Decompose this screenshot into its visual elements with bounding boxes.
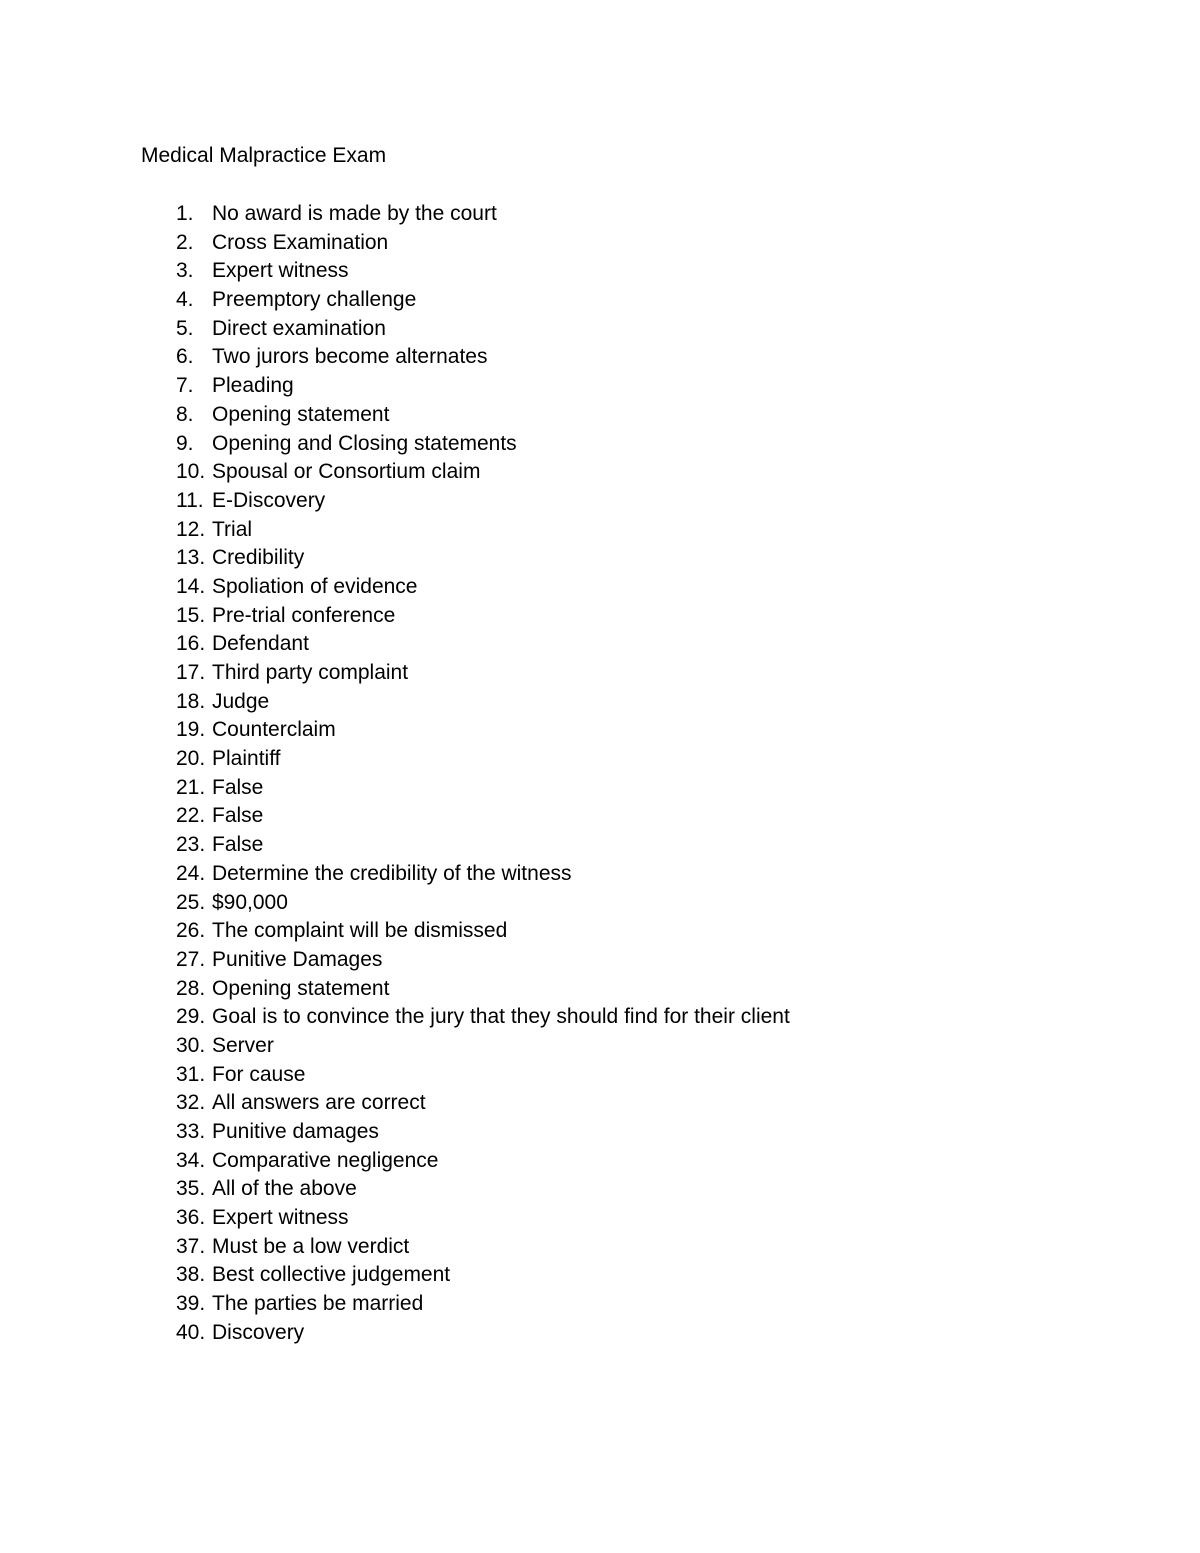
answer-text: Two jurors become alternates xyxy=(212,345,488,369)
answer-text: Punitive damages xyxy=(212,1120,379,1143)
answer-number: 30. xyxy=(176,1033,206,1057)
answer-text: Opening statement xyxy=(212,976,390,1000)
answer-text: Spousal or Consortium claim xyxy=(212,460,481,484)
answer-item xyxy=(176,458,790,487)
answer-item xyxy=(176,430,790,459)
answer-text: Punitive Damages xyxy=(212,947,383,971)
answer-number: 5. xyxy=(176,316,194,340)
answer-number: 38. xyxy=(176,1263,206,1287)
answer-number: 33. xyxy=(176,1120,206,1143)
answer-text: Opening and Closing statements xyxy=(212,431,517,455)
answer-item xyxy=(176,688,790,717)
answer-text: False xyxy=(212,804,264,828)
answer-text: Goal is to convince the jury that they should find for their client xyxy=(212,1005,790,1029)
answer-number: 12. xyxy=(176,517,206,541)
document-title: Medical Malpractice Exam xyxy=(141,144,387,167)
answer-text: Trial xyxy=(212,517,253,541)
answer-item xyxy=(176,544,790,573)
answer-text: Expert witness xyxy=(212,259,349,283)
answer-text: Judge xyxy=(212,689,270,713)
answer-number: 39. xyxy=(176,1292,206,1316)
answer-text: Discovery xyxy=(212,1320,305,1344)
answer-item xyxy=(176,946,790,975)
answer-item xyxy=(176,1061,790,1090)
answer-number: 34. xyxy=(176,1148,206,1172)
answer-number: 1. xyxy=(176,202,194,225)
answer-item xyxy=(176,1233,790,1262)
answer-item xyxy=(176,1003,790,1032)
answer-number: 31. xyxy=(176,1062,206,1086)
answer-number: 16. xyxy=(176,632,206,656)
answer-number: 3. xyxy=(176,259,194,283)
answer-item xyxy=(176,343,790,372)
answer-item xyxy=(176,1175,790,1204)
answer-item xyxy=(176,487,790,516)
answer-text: No award is made by the court xyxy=(212,202,497,225)
answer-item xyxy=(176,659,790,688)
answer-number: 23. xyxy=(176,833,206,857)
answer-text: Credibility xyxy=(212,546,305,570)
answer-number: 20. xyxy=(176,747,206,771)
answer-text: Opening statement xyxy=(212,402,390,426)
answer-number: 9. xyxy=(176,431,194,455)
answer-item xyxy=(176,745,790,774)
answer-number: 32. xyxy=(176,1091,206,1115)
answer-text: Must be a low verdict xyxy=(212,1234,410,1258)
answer-number: 15. xyxy=(176,603,206,627)
answer-text: False xyxy=(212,775,264,799)
answer-text: Cross Examination xyxy=(212,230,389,254)
answer-item xyxy=(176,716,790,745)
answer-item xyxy=(176,200,790,229)
answer-number: 22. xyxy=(176,804,206,828)
answer-text: Defendant xyxy=(212,632,309,656)
answer-item xyxy=(176,257,790,286)
answer-text: Preemptory challenge xyxy=(212,288,417,312)
answer-number: 24. xyxy=(176,861,206,885)
answer-item xyxy=(176,1290,790,1319)
answer-number: 27. xyxy=(176,947,206,971)
answer-text: Third party complaint xyxy=(212,661,409,684)
answer-number: 35. xyxy=(176,1177,206,1201)
answer-item xyxy=(176,229,790,258)
answer-number: 8. xyxy=(176,402,194,426)
answer-text: Pleading xyxy=(212,374,294,398)
answer-number: 18. xyxy=(176,689,206,713)
answer-text: The parties be married xyxy=(212,1292,424,1316)
answer-item xyxy=(176,774,790,803)
answer-text: Determine the credibility of the witness xyxy=(212,861,572,885)
answer-item xyxy=(176,1089,790,1118)
answer-item xyxy=(176,917,790,946)
answer-item xyxy=(176,975,790,1004)
answer-number: 10. xyxy=(176,460,206,484)
answer-item xyxy=(176,630,790,659)
answer-item xyxy=(176,889,790,918)
answer-text: False xyxy=(212,833,264,857)
answer-text: Spoliation of evidence xyxy=(212,574,418,598)
answer-item xyxy=(176,516,790,545)
answer-number: 28. xyxy=(176,976,206,1000)
answer-text: All answers are correct xyxy=(212,1091,426,1115)
answer-number: 11. xyxy=(176,488,204,512)
answer-item xyxy=(176,286,790,315)
answer-item xyxy=(176,860,790,889)
answer-item xyxy=(176,315,790,344)
answer-text: Plaintiff xyxy=(212,747,281,771)
answer-text: $90,000 xyxy=(212,890,288,914)
answer-number: 7. xyxy=(176,374,194,398)
answer-number: 36. xyxy=(176,1206,206,1230)
answer-text: Direct examination xyxy=(212,316,386,340)
answer-number: 4. xyxy=(176,288,194,312)
answer-text: The complaint will be dismissed xyxy=(212,919,508,943)
answer-text: Comparative negligence xyxy=(212,1148,439,1172)
answer-item xyxy=(176,1319,790,1348)
answer-number: 37. xyxy=(176,1234,206,1258)
answer-number: 14. xyxy=(176,574,206,598)
answer-item xyxy=(176,1147,790,1176)
answer-text: Expert witness xyxy=(212,1206,349,1230)
answer-number: 29. xyxy=(176,1005,206,1029)
answer-text: E-Discovery xyxy=(212,488,326,512)
answer-number: 21. xyxy=(176,775,206,799)
answer-text: Best collective judgement xyxy=(212,1263,451,1287)
answer-text: Server xyxy=(212,1033,274,1057)
answer-number: 6. xyxy=(176,345,194,369)
answer-item xyxy=(176,831,790,860)
answer-text: Counterclaim xyxy=(212,718,336,742)
answer-list xyxy=(176,200,790,1348)
answer-number: 25. xyxy=(176,890,206,914)
answer-text: Pre-trial conference xyxy=(212,603,396,627)
answer-number: 2. xyxy=(176,230,194,254)
answer-item xyxy=(176,1261,790,1290)
answer-number: 13. xyxy=(176,546,206,570)
answer-text: For cause xyxy=(212,1062,306,1086)
answer-item xyxy=(176,1118,790,1147)
answer-item xyxy=(176,1204,790,1233)
answer-text: All of the above xyxy=(212,1177,357,1201)
answer-item xyxy=(176,802,790,831)
answer-number: 19. xyxy=(176,718,206,742)
answer-item xyxy=(176,573,790,602)
answer-item xyxy=(176,602,790,631)
answer-item xyxy=(176,372,790,401)
answer-item xyxy=(176,1032,790,1061)
answer-number: 17. xyxy=(176,661,206,684)
answer-number: 40. xyxy=(176,1320,206,1344)
answer-item xyxy=(176,401,790,430)
answer-number: 26. xyxy=(176,919,206,943)
